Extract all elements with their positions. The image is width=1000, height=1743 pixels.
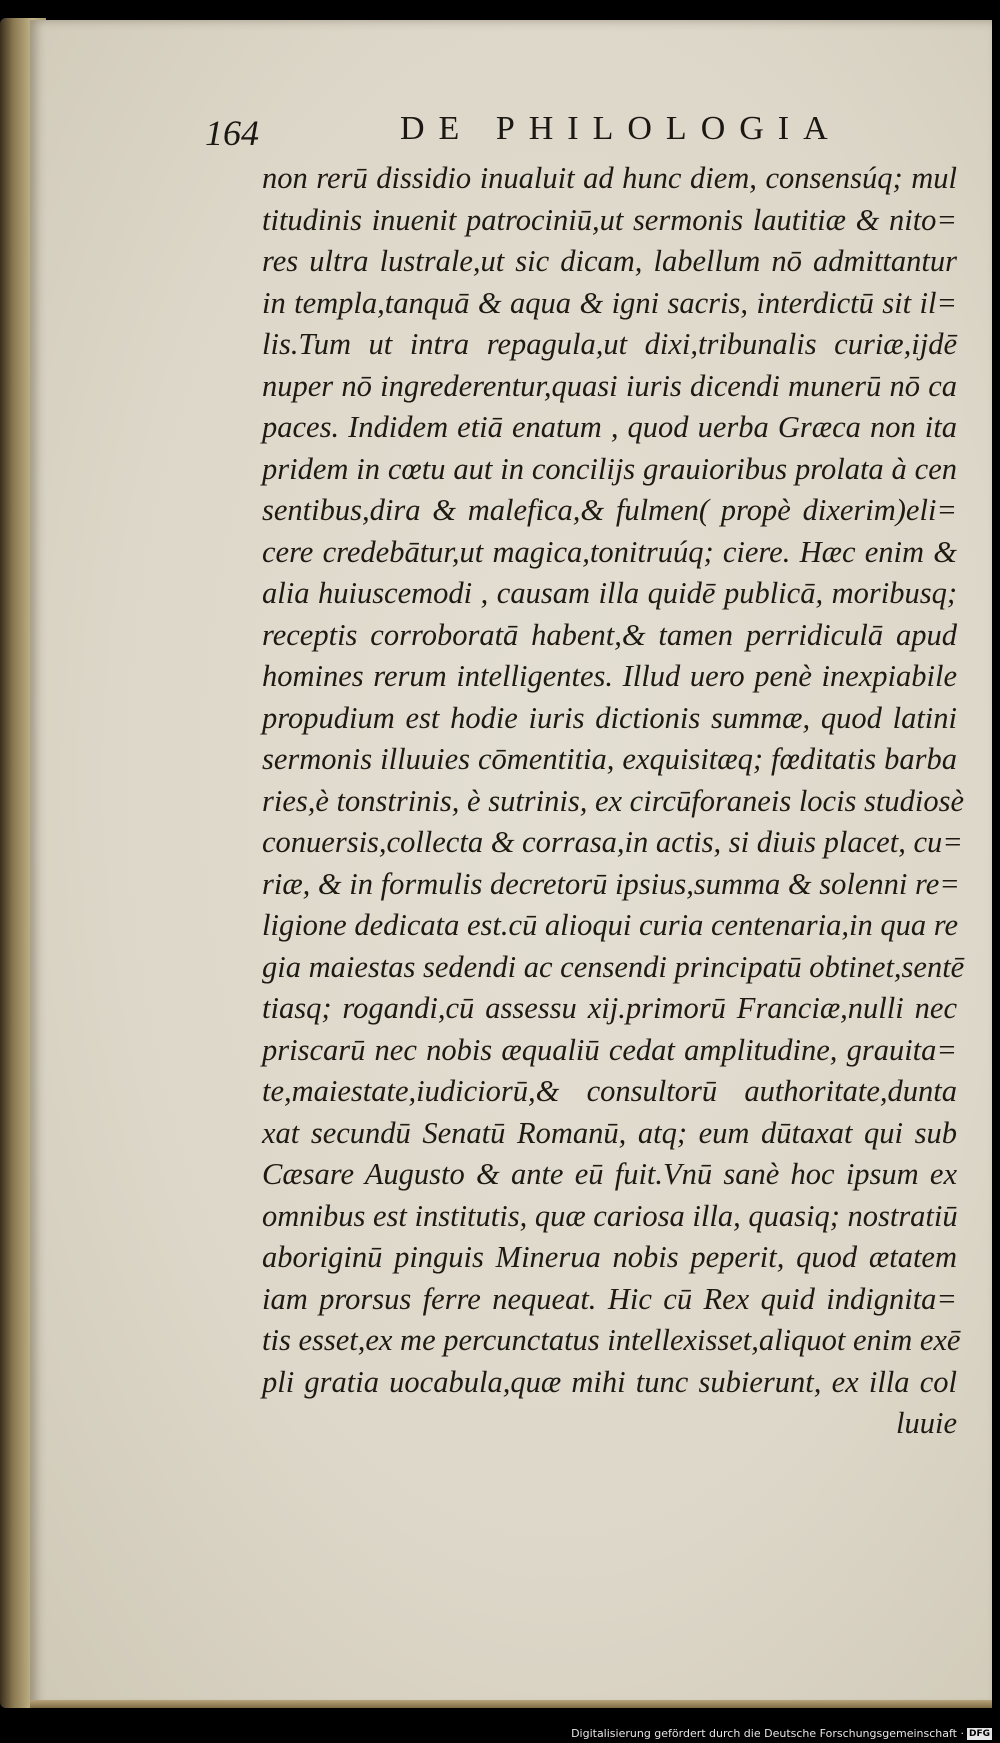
- text-line: riæ, & in formulis decretorū ipsius,summa & solenni re=: [262, 866, 960, 901]
- body-text: [262, 158, 965, 1445]
- text-line: nuper nō ingrederentur,quasi iuris dicendi munerū nō ca: [262, 368, 957, 403]
- text-line: alia huiuscemodi , causam illa quidē publicā, moribusq;: [262, 576, 957, 610]
- credit-text: Digitalisierung gefördert durch die Deutsche Forschungsgemeinschaft ·: [571, 1727, 964, 1740]
- text-line: non rerū dissidio inualuit ad hunc diem, consensúq; mul: [262, 161, 957, 195]
- text-line: xat secundū Senatū Romanū, atq; eum dūtaxat qui sub: [262, 1115, 957, 1150]
- dfg-logo: DFG: [968, 1728, 990, 1739]
- page-number: 164: [205, 113, 259, 153]
- text-line: cere credebātur,ut magica,tonitruúq; ciere. Hæc enim &: [262, 534, 957, 569]
- text-line: ligione dedicata est.cū alioqui curia centenaria,in qua re: [262, 908, 959, 942]
- digitization-credit: [571, 1727, 992, 1740]
- text-line: aboriginū pinguis Minerua nobis peperit, quod ætatem: [262, 1240, 957, 1274]
- text-line: sentibus,dira & malefica,& fulmen( propè dixerim)eli=: [262, 493, 957, 527]
- page-bottom-edge: [30, 1700, 992, 1708]
- catchword: luuie: [896, 1406, 957, 1440]
- text-line: homines rerum intelligentes. Illud uero penè inexpiabile: [262, 659, 957, 693]
- text-line: paces. Indidem etiā enatum , quod uerba Græca non ita: [262, 410, 957, 444]
- text-line: in templa,tanquā & aqua & igni sacris, interdictū sit il=: [262, 285, 957, 320]
- text-line: tiasq; rogandi,cū assessu xij.primorū Franciæ,nulli nec: [262, 991, 957, 1025]
- text-line: iam prorsus ferre nequeat. Hic cū Rex quid indignita=: [262, 1281, 957, 1316]
- running-head: DE PHILOLOGIA: [400, 110, 842, 147]
- text-line: ries,è tonstrinis, è sutrinis, ex circūforaneis locis studiosè: [262, 783, 965, 818]
- text-line: pridem in cœtu aut in concilijs grauioribus prolata à cen: [262, 451, 957, 486]
- text-line: Cæsare Augusto & ante eū fuit.Vnū sanè hoc ipsum ex: [262, 1157, 957, 1191]
- text-line: pli gratia uocabula,quæ mihi tunc subierunt, ex illa col: [262, 1364, 957, 1399]
- text-line: res ultra lustrale,ut sic dicam, labellum nō admittantur: [262, 244, 957, 278]
- text-line: tis esset,ex me percunctatus intellexisset,aliquot enim exē: [262, 1323, 961, 1357]
- text-line: titudinis inuenit patrociniū,ut sermonis lautitiæ & nito=: [262, 202, 957, 237]
- text-line: receptis corroboratā habent,& tamen perridiculā apud: [262, 617, 957, 652]
- text-line: lis.Tum ut intra repagula,ut dixi,tribunalis curiæ,ijdē: [262, 327, 957, 361]
- text-line: te,maiestate,iudiciorū,& consultorū authoritate,dunta: [262, 1074, 957, 1108]
- text-line: priscarū nec nobis æqualiū cedat amplitudine, grauita=: [262, 1032, 957, 1067]
- text-line: conuersis,collecta & corrasa,in actis, si diuis placet, cu=: [262, 825, 963, 859]
- text-line: sermonis illuuies cōmentitia, exquisitæq; fœditatis barba: [262, 742, 957, 776]
- text-line: propudium est hodie iuris dictionis summæ, quod latini: [262, 700, 957, 735]
- text-line: gia maiestas sedendi ac censendi principatū obtinet,sentē: [262, 949, 965, 984]
- text-line: omnibus est institutis, quæ cariosa illa, quasiq; nostratiū: [262, 1198, 958, 1233]
